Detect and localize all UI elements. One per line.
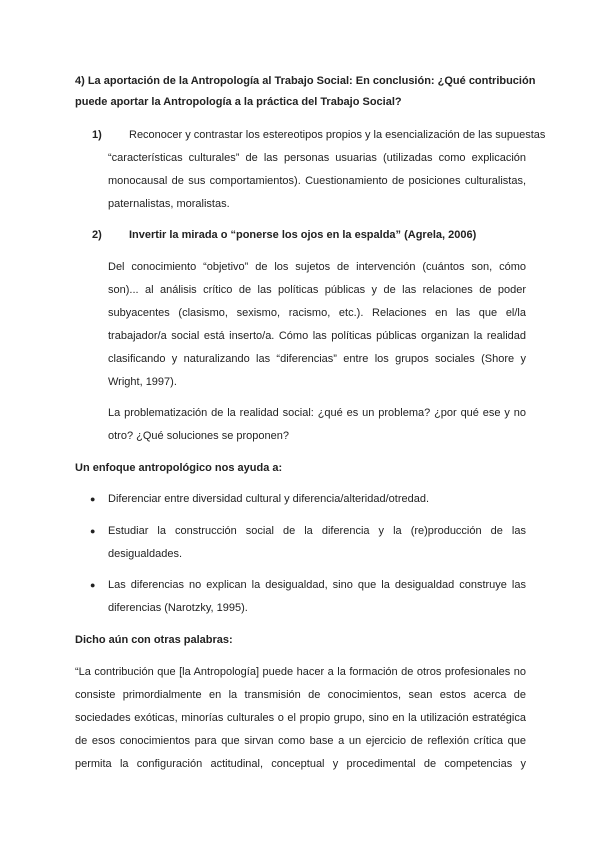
conclusion-heading: Dicho aún con otras palabras: xyxy=(75,634,233,646)
item-1-line-1: Reconocer y contrastar los estereotipos propios y la esencialización de las supuestas xyxy=(129,129,546,141)
conclusion-line-1: “La contribución que [la Antropología] puede hacer a la formación de otros profesionales no xyxy=(75,666,526,678)
section-heading-line-2: puede aportar la Antropología a la práctica del Trabajo Social? xyxy=(75,96,402,108)
list-number-2: 2) xyxy=(92,229,102,241)
section-heading-line-1: 4) La aportación de la Antropología al Trabajo Social: En conclusión: ¿Qué contribución xyxy=(75,75,536,87)
enfoque-heading: Un enfoque antropológico nos ayuda a: xyxy=(75,462,283,474)
conclusion-line-4: de esos conocimientos para que sirvan como base a un ejercicio de reflexión crítica que xyxy=(75,735,526,747)
item-2-title: Invertir la mirada o “ponerse los ojos en la espalda” (Agrela, 2006) xyxy=(129,229,477,241)
item-1-line-3: monocausal de sus comportamientos). Cuestionamiento de posiciones culturalistas, xyxy=(108,175,526,187)
conclusion-line-5: permita la configuración actitudinal, conceptual y procedimental de competencias y xyxy=(75,758,526,770)
item-2-para1-line-5: clasificando y naturalizando las “diferencias” entre los grupos sociales (Shore y xyxy=(108,353,526,365)
conclusion-line-2: consiste primordialmente en la transmisión de conocimientos, sean estos acerca de xyxy=(75,689,526,701)
bullet-item-3-line-2: diferencias (Narotzky, 1995). xyxy=(108,602,248,614)
conclusion-line-3: sociedades exóticas, minorías culturales o el propio grupo, sino en la utilización estratégica xyxy=(75,712,526,724)
item-2-para2-line-2: otro? ¿Qué soluciones se proponen? xyxy=(108,430,290,442)
item-1-line-2: “características culturales” de las personas usuarias (utilizadas como explicación xyxy=(108,152,526,164)
item-2-para1-line-3: subyacentes (clasismo, sexismo, racismo, etc.). Relaciones en las que el/la xyxy=(108,307,526,319)
list-number-1: 1) xyxy=(92,129,102,141)
bullet-3: ● xyxy=(90,580,96,590)
bullet-item-2-line-1: Estudiar la construcción social de la diferencia y la (re)producción de las xyxy=(108,525,526,537)
bullet-item-2-line-2: desigualdades. xyxy=(108,548,183,560)
item-2-para1-line-4: trabajador/a social está inserto/a. Cómo las políticas públicas organizan la realidad xyxy=(108,330,526,342)
item-2-para1-line-1: Del conocimiento “objetivo” de los sujetos de intervención (cuántos son, cómo xyxy=(108,261,526,273)
bullet-item-1-line-1: Diferenciar entre diversidad cultural y diferencia/alteridad/otredad. xyxy=(108,493,430,505)
item-2-para2-line-1: La problematización de la realidad social: ¿qué es un problema? ¿por qué ese y no xyxy=(108,407,526,419)
item-2-para1-line-2: son)... al análisis crítico de las políticas públicas y de las relaciones de poder xyxy=(108,284,526,296)
item-1-line-4: paternalistas, moralistas. xyxy=(108,198,230,210)
bullet-2: ● xyxy=(90,526,96,536)
bullet-item-3-line-1: Las diferencias no explican la desigualdad, sino que la desigualdad construye las xyxy=(108,579,526,591)
bullet-1: ● xyxy=(90,494,96,504)
item-2-para1-line-6: Wright, 1997). xyxy=(108,376,177,388)
